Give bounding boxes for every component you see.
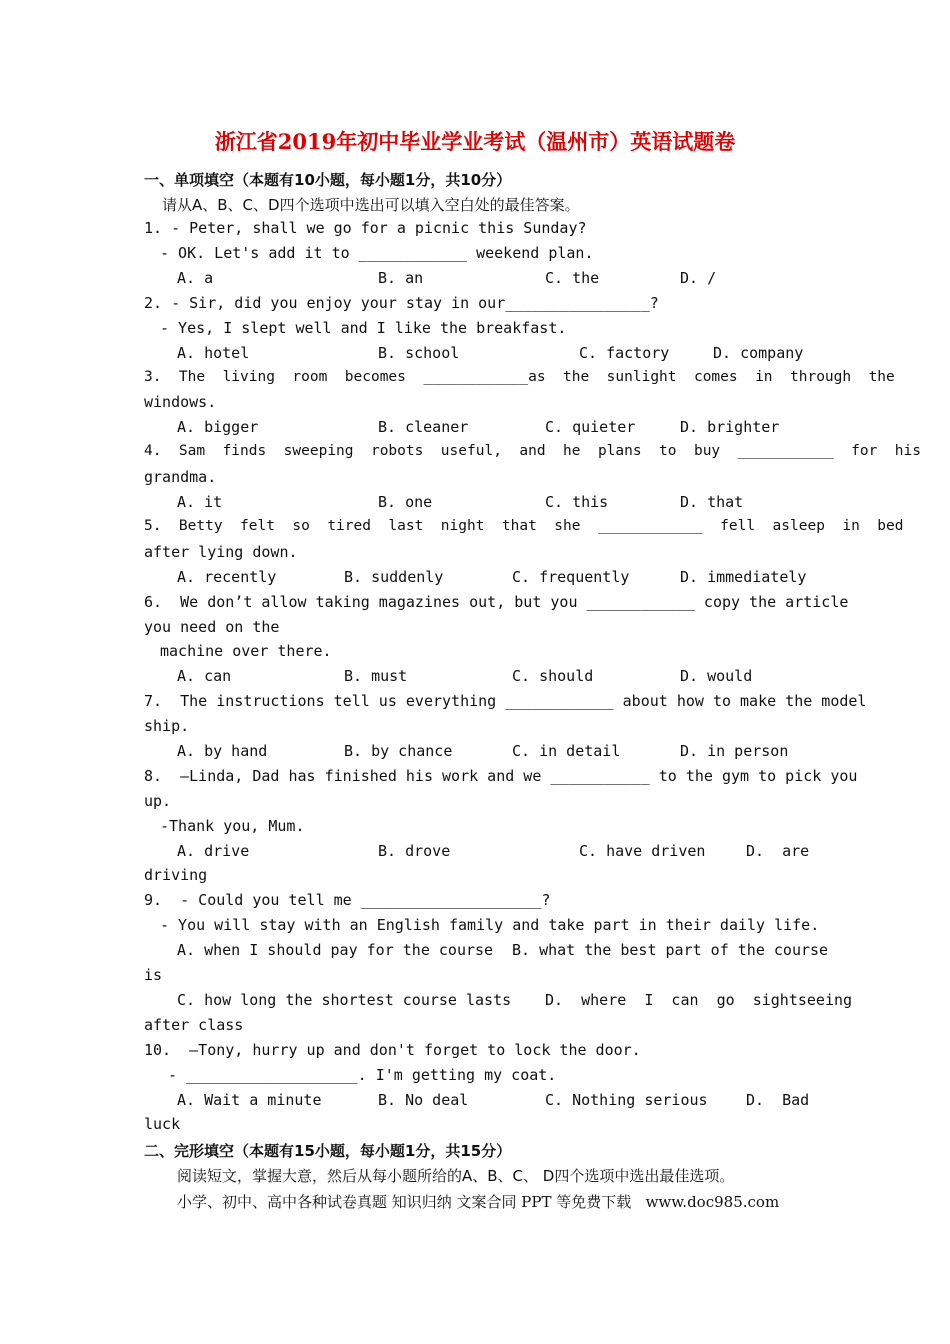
q2-line1: 2. - Sir, did you enjoy your stay in our________________? [144, 294, 659, 312]
q8-option-a: A. drive [177, 842, 250, 860]
q5-option-b: B. suddenly [344, 568, 444, 586]
q1-option-d: D. / [680, 269, 717, 287]
q1-option-a: A. a [177, 269, 214, 287]
q3-option-b: B. cleaner [378, 418, 469, 436]
q4-line2: grandma. [144, 468, 217, 486]
q3-line2: windows. [144, 393, 217, 411]
q9-option-c: C. how long the shortest course lasts [177, 991, 512, 1009]
q8-option-d: D. are [746, 842, 810, 860]
q5-line2: after lying down. [144, 543, 298, 561]
q6-option-d: D. would [680, 667, 753, 685]
exam-title: 浙江省2019年初中毕业学业考试（温州市）英语试题卷 [214, 129, 736, 154]
q3-option-c: C. quieter [545, 418, 636, 436]
q10-option-c: C. Nothing serious [545, 1091, 708, 1109]
q2-option-b: B. school [378, 344, 460, 362]
section2-heading: 二、完形填空（本题有15小题，每小题1分，共15分） [144, 1142, 512, 1160]
q7-line1: 7. The instructions tell us everything ____________ about how to make the model [144, 692, 867, 710]
q6-option-a: A. can [177, 667, 232, 685]
q5-option-d: D. immediately [680, 568, 807, 586]
footer-note: 小学、初中、高中各种试卷真题 知识归纳 文案合同 PPT 等免费下载 www.doc985.com [177, 1193, 780, 1211]
q10-option-d: D. Bad [746, 1091, 810, 1109]
q8-line1: 8. –Linda, Dad has finished his work and we ___________ to the gym to pick you [144, 767, 858, 785]
q10-line3: luck [144, 1115, 181, 1133]
q10-line2: - ___________________. I'm getting my coat. [168, 1066, 557, 1084]
q9-line4: after class [144, 1016, 244, 1034]
q4-option-d: D. that [680, 493, 744, 511]
q1-line1: 1. - Peter, shall we go for a picnic this Sunday? [144, 219, 587, 237]
q7-option-c: C. in detail [512, 742, 621, 760]
section1-heading: 一、单项填空（本题有10小题，每小题1分，共10分） [144, 171, 512, 189]
q1-option-c: C. the [545, 269, 600, 287]
q2-option-c: C. factory [579, 344, 670, 362]
q1-option-b: B. an [378, 269, 424, 287]
q9-line2: - You will stay with an English family and take part in their daily life. [160, 916, 820, 934]
section2-instruction: 阅读短文，掌握大意，然后从每小题所给的A、B、C、 D四个选项中选出最佳选项。 [177, 1167, 735, 1185]
q5-option-c: C. frequently [512, 568, 630, 586]
q7-line2: ship. [144, 717, 190, 735]
q6-option-c: C. should [512, 667, 594, 685]
q2-option-d: D. company [713, 344, 804, 362]
q4-option-c: C. this [545, 493, 609, 511]
q5-line1: 5. Betty felt so tired last night that she ____________ fell asleep in bed [144, 518, 904, 534]
q8-line2: up. [144, 792, 172, 810]
q3-line1: 3. The living room becomes ____________as the sunlight comes in through the [144, 369, 895, 385]
q8-option-c: C. have driven [579, 842, 706, 860]
q9-line3: is [144, 966, 163, 984]
q8-line4: driving [144, 866, 208, 884]
q9-line1: 9. - Could you tell me ____________________? [144, 891, 551, 909]
q10-line1: 10. –Tony, hurry up and don't forget to lock the door. [144, 1041, 641, 1059]
q4-option-b: B. one [378, 493, 433, 511]
q6-line3: machine over there. [160, 642, 332, 660]
q9-option-a: A. when I should pay for the course [177, 941, 494, 959]
q7-option-a: A. by hand [177, 742, 268, 760]
q6-line2: you need on the [144, 618, 280, 636]
q9-option-d: D. where I can go sightseeing [545, 991, 853, 1009]
q10-option-b: B. No deal [378, 1091, 469, 1109]
q7-option-b: B. by chance [344, 742, 453, 760]
q9-option-b: B. what the best part of the course [512, 941, 829, 959]
q6-line1: 6. We don’t allow taking magazines out, but you ____________ copy the article [144, 593, 849, 611]
q3-option-d: D. brighter [680, 418, 780, 436]
q10-option-a: A. Wait a minute [177, 1091, 322, 1109]
q6-option-b: B. must [344, 667, 408, 685]
q3-option-a: A. bigger [177, 418, 259, 436]
q8-line3: -Thank you, Mum. [160, 817, 305, 835]
q5-option-a: A. recently [177, 568, 277, 586]
q8-option-b: B. drove [378, 842, 451, 860]
q1-line2: - OK. Let's add it to ____________ weekend plan. [160, 244, 594, 262]
q4-option-a: A. it [177, 493, 223, 511]
q2-option-a: A. hotel [177, 344, 250, 362]
q4-line1: 4. Sam finds sweeping robots useful, and he plans to buy ___________ for his [144, 443, 921, 459]
q7-option-d: D. in person [680, 742, 789, 760]
q2-line2: - Yes, I slept well and I like the breakfast. [160, 319, 567, 337]
section1-instruction: 请从A、B、C、D四个选项中选出可以填入空白处的最佳答案。 [162, 196, 580, 214]
